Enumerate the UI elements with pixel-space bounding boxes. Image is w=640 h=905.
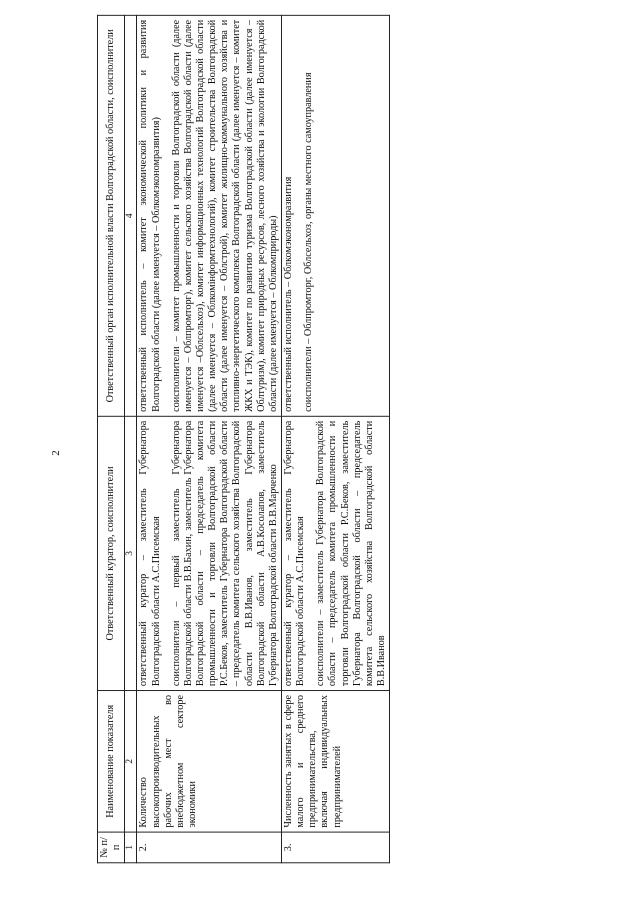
spacer: [295, 20, 303, 412]
executor-co-executors: соисполнители – Облпромторг, Облсельхоз, органы местного самоуправления: [303, 72, 315, 412]
column-number: 2: [125, 691, 137, 833]
header-name: Наименование показателя: [98, 691, 125, 833]
table-header-row: [98, 15, 125, 862]
executor-cell: [282, 15, 390, 416]
spacer: [307, 421, 315, 686]
spacer: [163, 421, 171, 686]
curator-cell: [137, 416, 282, 690]
document-sheet: [65, 0, 585, 891]
executor-main: ответственный исполнитель – Облкомэкономразвития: [283, 176, 295, 412]
column-number: 4: [125, 15, 137, 416]
header-curator: Ответственный куратор, соисполнители: [98, 416, 125, 690]
row-num: 2.: [137, 832, 282, 863]
column-number: 3: [125, 416, 137, 690]
executor-co-executors: соисполнители – комитет промышленности и торговли Волгоградской области (далее именуется – Облпромторг), комитет сельского хозяйства Волгоградской области (далее именуется –Облсельхоз), комитет информационных технологий Волгоградской области (далее именуется – Облкомінформтехнологий), комитет строительства Волгоградской области (далее именуется – Облстрой), комитет жилищно-коммунального хозяйства и топливно-энергетического комплекса Волгоградской области (далее именуется – комитет ЖКХ и ТЭК), комитет по развитию туризма Волгоградской области (далее именуется – Облтуризм), комитет природных ресурсов, лесного хозяйства и экологии Волгоградской области (далее именуется – Облкомприроды): [170, 19, 279, 412]
executor-cell: [137, 15, 282, 416]
spacer: [163, 20, 171, 412]
curator-co-executors: соисполнители – заместитель Губернатора Волгоградской области – председатель комитета промышленности и торговли Волгоградской области Р.С.Беков, заместитель Губернатора Волгоградской области – председатель комитета сельского хозяйства Волгоградской области В.В.Иванов: [315, 420, 388, 687]
header-num: № п/п: [98, 832, 125, 863]
column-number: 1: [125, 832, 137, 863]
curator-co-executors: соисполнители – первый заместитель Губернатора Волгоградской области В.В.Бахин, заместитель Губернатора Волгоградской области – председатель комитета промышленности и торговли Волгоградской области Р.С.Беков, заместитель Губернатора Волгоградской области – председатель комитета сельского хозяйства Волгоградской области В.В.Иванов, заместитель Губернатора Волгоградской области А.В.Косолапов, заместитель Губернатора Волгоградской области В.В.Марченко: [170, 420, 279, 687]
curator-cell: [282, 416, 390, 690]
page-number-text: 2: [50, 449, 62, 456]
executor-main: ответственный исполнитель – комитет экономической политики и развития Волгоградской области (далее именуется – Облкомэкономразвития): [138, 19, 162, 412]
curator-main: ответственный куратор – заместитель Губернатора Волгоградской области А.С.Писемская: [283, 420, 307, 687]
curator-main: ответственный куратор – заместитель Губернатора Волгоградской области А.С.Писемская: [138, 420, 162, 687]
indicator-name: Численность занятых в сфере малого и среднего предпринимательства, включая индивидуальных предпринимателей: [282, 691, 390, 833]
column-number-row: [125, 15, 137, 862]
document-sheet-content: [65, 0, 585, 891]
indicator-name: Количество высокопроизводительных рабочих мест во внебюджетном секторе экономики: [137, 691, 282, 833]
header-executor: Ответственный орган исполнительной власти Волгоградской области, соисполнители: [98, 15, 125, 416]
row-num: 3.: [282, 832, 390, 863]
table-row: [137, 15, 282, 862]
table-row: [282, 15, 390, 862]
curators-table: [97, 15, 390, 863]
